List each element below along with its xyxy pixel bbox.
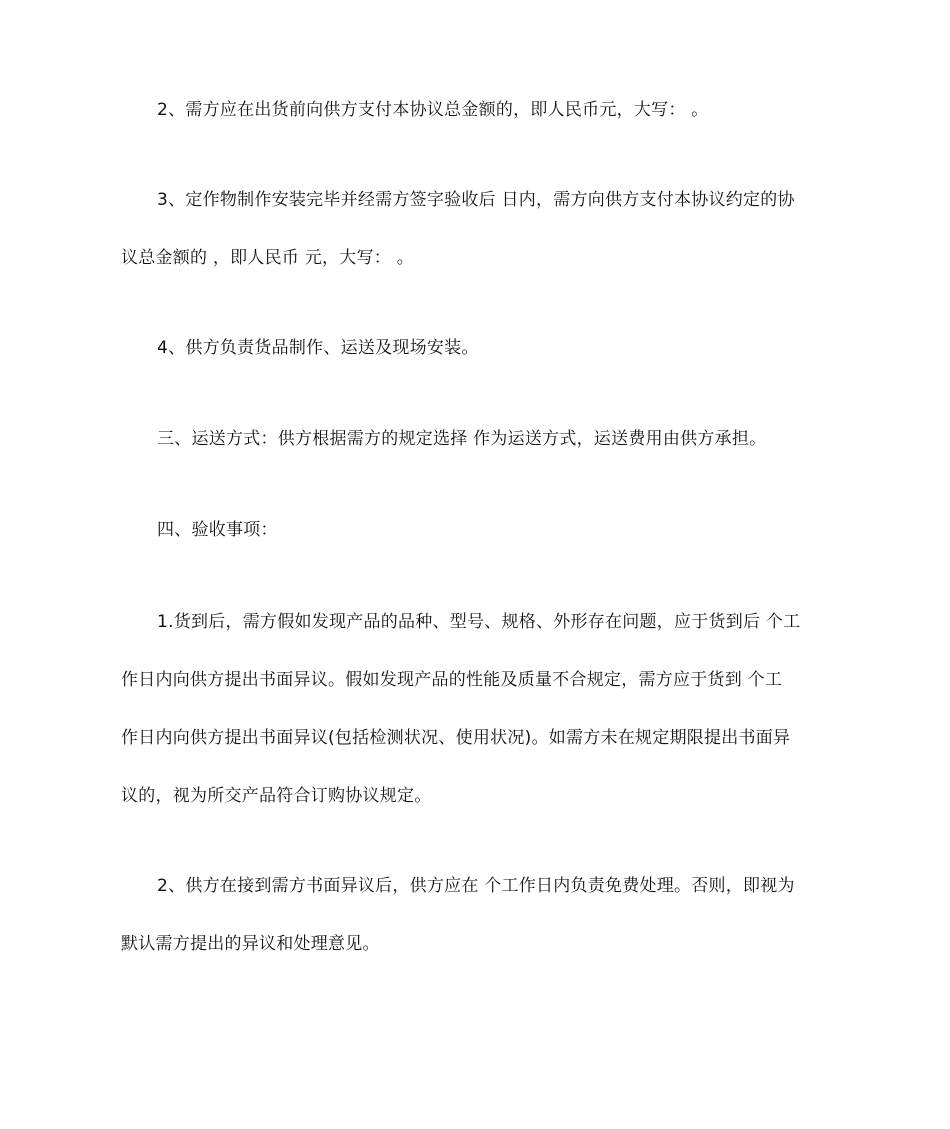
text-line: 3、定作物制作安装完毕并经需方签字验收后 日内，需方向供方支付本协议约定的协 (157, 190, 795, 210)
section-heading: 四、验收事项： (157, 520, 278, 540)
text-line: 1.货到后，需方假如发现产品的品种、型号、规格、外形存在问题，应于货到后 个工 (157, 612, 801, 632)
text-line: 默认需方提出的异议和处理意见。 (121, 934, 380, 954)
text-line: 议总金额的 ，即人民币 元，大写： 。 (121, 248, 414, 268)
text-line: 议的，视为所交产品符合订购协议规定。 (121, 786, 432, 806)
text-line: 作日内向供方提出书面异议。假如发现产品的性能及质量不合规定，需方应于货到 个工 (121, 670, 783, 690)
text-line: 三、运送方式：供方根据需方的规定选择 作为运送方式，运送费用由供方承担。 (157, 429, 767, 449)
text-line: 2、供方在接到需方书面异议后，供方应在 个工作日内负责免费处理。否则，即视为 (157, 876, 795, 896)
text-line: 4、供方负责货品制作、运送及现场安装。 (157, 338, 479, 358)
text-line: 作日内向供方提出书面异议(包括检测状况、使用状况)。如需方未在规定期限提出书面异 (121, 728, 791, 748)
text-line: 2、需方应在出货前向供方支付本协议总金额的，即人民币元，大写： 。 (157, 100, 709, 120)
